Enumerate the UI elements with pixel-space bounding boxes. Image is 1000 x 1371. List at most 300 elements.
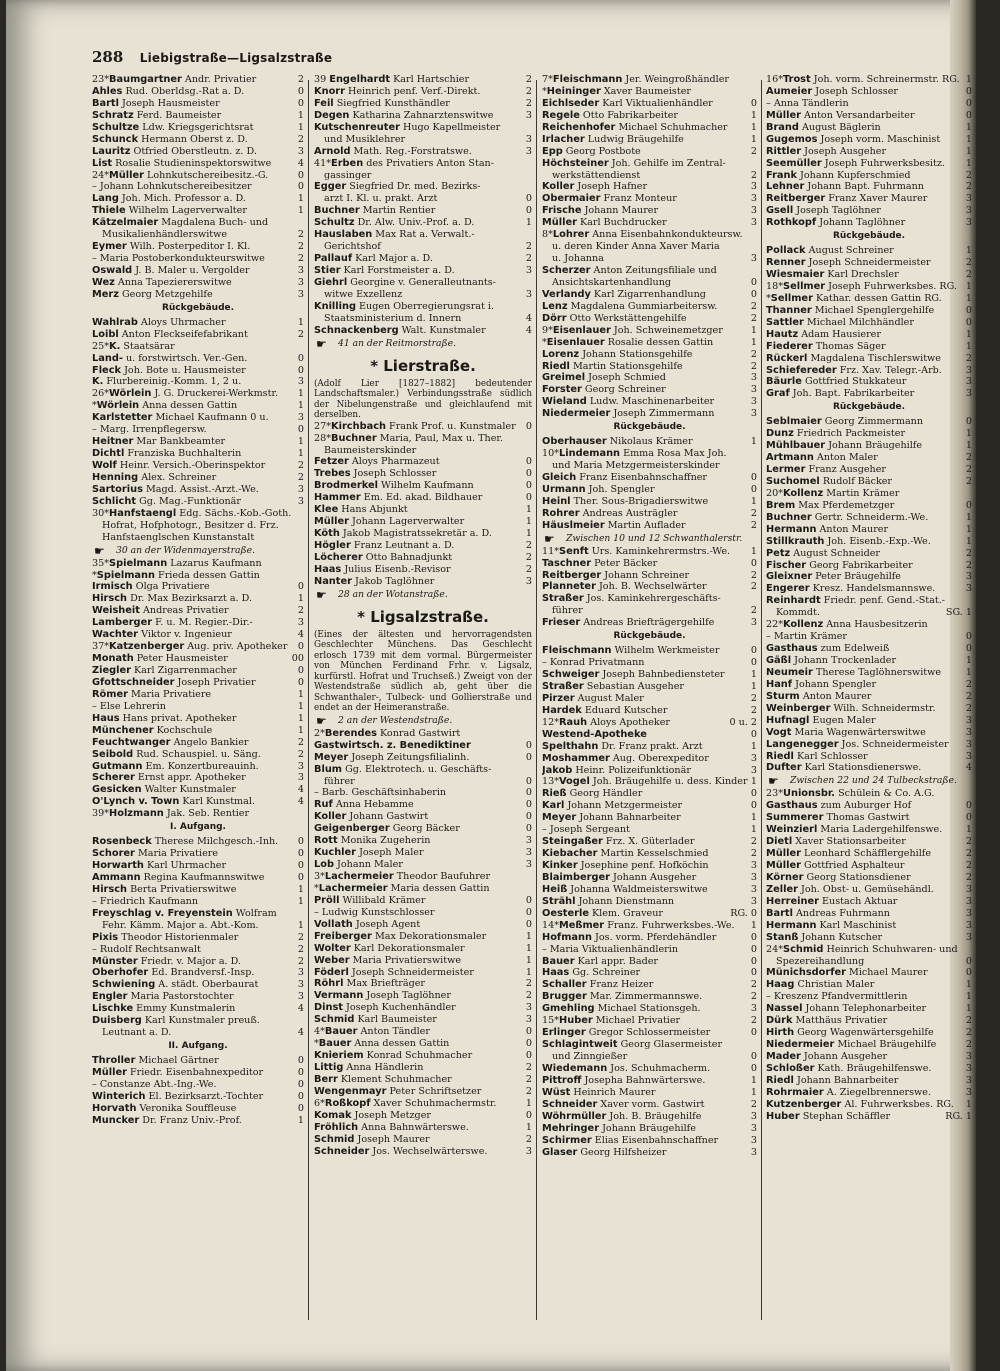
entry-text: Straßer Jos. Kaminkehrergeschäfts- [542,593,721,605]
floor-number: 4 [525,312,532,324]
directory-entry [314,907,532,919]
entry-text: Müller Leonhard Schäfflergehilfe [766,848,932,860]
entry-text: Strähl Johann Dienstmann [542,895,675,907]
entry-text: *Eisenlauer Rosalie dessen Gattin [542,336,714,348]
floor-number: 1 [750,812,757,824]
floor-number: 3 [750,883,757,895]
floor-number: 1 [965,824,972,836]
floor-number: 3 [750,408,757,420]
directory-entry [766,440,972,452]
directory-entry [542,396,757,408]
entry-text: Heinl Ther. Sous-Brigadierswitwe [542,495,709,507]
entry-text: Gasthaus zum Auburger Hof [766,800,912,812]
entry-text: Oswald J. B. Maler u. Vergolder [92,265,250,276]
entry-text: Wez Anna Tapeziererswitwe [92,276,232,288]
floor-number: 2 [965,860,972,872]
floor-number: 2 [297,471,304,483]
entry-text: und Musiklehrer [324,133,406,145]
entry-text: Meyer Johann Bahnarbeiter [542,812,681,824]
directory-entry [314,799,532,811]
entry-text: Riedl Karl Schlosser [766,750,868,762]
entry-text: 26*Wörlein J. G. Druckerei-Werkmstr. [92,388,279,400]
directory-entry [542,110,757,122]
floor-number: 3 [965,726,972,738]
entry-text: Obermaier Franz Monteur [542,193,677,205]
floor-number: 0 [965,499,972,511]
entry-text: Dichtl Franziska Buchhalterin [92,448,242,460]
floor-number: 0 [297,836,304,848]
floor-number: 2 [297,229,304,241]
floor-number: 0 [965,97,972,109]
entry-text: 7*Fleischmann Jer. Weingroßhändler [542,74,730,85]
entry-text: Rosenbeck Therese Milchgesch.-Inh. [92,836,279,848]
entry-text: Brem Max Pferdemetzger [766,499,895,511]
floor-number: 3 [297,288,304,300]
floor-number: 0 [750,276,757,288]
entry-text: Mader Johann Ausgeher [766,1051,888,1063]
entry-text: führer [324,775,355,787]
directory-entry [542,1135,757,1147]
floor-number: 2 [965,678,972,690]
entry-text: Sattler Michael Milchhändler [766,316,914,328]
floor-number: 3 [525,859,532,871]
floor-number: 2 [525,1062,532,1073]
entry-text: Seblmaier Georg Zimmermann [766,416,924,428]
directory-entry [92,170,304,182]
floor-number: 1 [965,666,972,678]
directory-entry [92,896,304,908]
entry-text: Gfottschneider Joseph Privatier [92,676,256,688]
floor-number: 0 [525,1038,532,1050]
directory-entry [314,943,532,955]
entry-text: 39*Holzmann Jak. Seb. Rentier [92,808,250,820]
directory-entry [766,991,972,1003]
directory-entry [766,920,972,932]
directory-entry [314,433,532,445]
floor-number: 1 [297,205,304,217]
directory-entry [314,895,532,907]
directory-entry [766,1111,972,1123]
floor-number: 3 [965,376,972,388]
entry-text: 4*Bauer Anton Tändler [314,1026,430,1038]
floor-number: 0 [525,1109,532,1121]
entry-text: 10*Lindemann Emma Rosa Max Joh. [542,448,727,460]
floor-number: 2 [965,452,972,464]
directory-entry [766,751,972,763]
floor-number: 2 [750,692,757,704]
directory-entry [92,872,304,884]
entry-text: Fetzer Aloys Pharmazeut [314,456,440,468]
floor-number: 1 [750,495,757,507]
directory-entry [542,181,757,193]
directory-entry [92,701,304,713]
floor-number: 3 [750,396,757,408]
entry-text: – Johann Lohnkutschereibesitzer [92,181,252,193]
directory-entry [92,617,304,629]
directory-entry [92,1103,304,1115]
entry-text: Rohrmaier A. Ziegelbrennerswe. [766,1086,931,1098]
entry-text: Hardek Eduard Kutscher [542,704,668,716]
floor-number: 3 [965,895,972,907]
directory-entry [314,217,532,229]
entry-text: Jakob Heinr. Polizeifunktionär [542,764,691,776]
floor-number: 1 [525,504,532,516]
entry-text: Buchner Gertr. Schneiderm.-We. [766,511,929,523]
entry-text: Feil Siegfried Kunsthändler [314,97,450,109]
entry-text: Mühlbauer Johann Bräugehilfe [766,440,923,452]
directory-entry [92,448,304,460]
entry-text: Giehrl Georgine v. Generalleutnants- [314,276,496,288]
directory-entry [92,146,304,158]
entry-text: 9*Eisenlauer Joh. Schweinemetzger [542,324,723,336]
floor-number: 1 [965,979,972,991]
entry-text: Haas Gg. Schreiner [542,967,641,979]
directory-entry [314,1122,532,1134]
entry-text: Rothkopf Johann Taglöhner [766,217,906,229]
directory-entry [766,655,972,667]
directory-entry [542,472,757,484]
entry-text: *Bauer Anna dessen Gattin [314,1038,450,1050]
entry-text: Oberhauser Nikolaus Krämer [542,436,693,448]
directory-entry [92,784,304,796]
directory-entry [314,241,532,253]
floor-number: 3 [965,217,972,229]
floor-number: 0 [297,1102,304,1114]
directory-entry [766,836,972,848]
directory-entry [542,361,757,373]
floor-number: 0 [750,788,757,800]
floor-number: 3 [750,1134,757,1146]
floor-number: 2 [965,269,972,281]
entry-text: Reitberger Franz Xaver Maurer [766,193,928,205]
directory-entry [314,576,532,588]
entry-text: Sturm Anton Maurer [766,690,872,702]
directory-entry [542,896,757,908]
floor-number: 1 [525,942,532,954]
entry-text: Herreiner Eustach Aktuar [766,895,898,907]
floor-number: 1 [297,448,304,460]
directory-entry [766,619,972,631]
entry-text: Spelthahn Dr. Franz prakt. Arzt [542,740,703,752]
floor-number: 3 [750,1122,757,1134]
entry-text: Fischer Georg Fabrikarbeiter [766,559,913,571]
directory-entry [766,245,972,257]
directory-entry [542,956,757,968]
entry-text: Kätzelmaier Magdalena Buch- und [92,217,269,229]
directory-entry [92,570,304,582]
directory-entry [766,607,972,619]
entry-text: 30*Hanfstaengl Edg. Sächs.-Kob.-Goth. [92,507,292,519]
entry-text: Müller Karl Buchdrucker [542,217,667,229]
entry-text: u. Johanna [552,253,604,265]
floor-number: 0 [965,631,972,643]
entry-text: Glaser Georg Hilfsheizer [542,1146,667,1158]
directory-entry [766,341,972,353]
entry-text: Kuchler Joseph Maler [314,847,424,859]
directory-entry [766,896,972,908]
directory-entry [314,301,532,313]
directory-entry [92,629,304,641]
floor-number: 0 [525,205,532,217]
directory-entry [766,631,972,643]
entry-text: Berr Klement Schuhmacher [314,1073,452,1085]
entry-text: K. Flurbereinig.-Komm. 1, 2 u. [92,376,242,388]
directory-entry [542,1111,757,1123]
floor-number: 2 [965,181,972,193]
floor-number: 2 [750,1098,757,1110]
entry-text: Hirth Georg Wagenwärtersgehilfe [766,1027,934,1039]
entry-text: Heiß Johanna Waldmeisterswitwe [542,883,708,895]
entry-text: Stanß Johann Kutscher [766,931,883,943]
floor-number: 1 [297,400,304,412]
directory-entry [542,693,757,705]
floor-number: RG. 0 [730,907,757,919]
directory-entry [766,571,972,583]
directory-entry [92,277,304,289]
directory-entry [542,98,757,110]
directory-entry [314,181,532,193]
directory-entry [92,932,304,944]
entry-text: Dunz Friedrich Packmeister [766,428,906,440]
directory-entry [314,871,532,883]
entry-text: Hautz Adam Hausierer [766,328,881,340]
page-number: 288 [92,48,124,66]
entry-text: Föderl Joseph Schneidermeister [314,966,474,978]
directory-entry [542,932,757,944]
entry-text: Rieß Georg Händler [542,788,643,800]
directory-entry [542,301,757,313]
entry-text: Högler Franz Leutnant a. D. [314,540,455,551]
directory-entry [92,1055,304,1067]
entry-text: Feuchtwanger Angelo Bankier [92,736,249,748]
floor-number: 1 [525,930,532,942]
entry-text: Pallauf Karl Major a. D. [314,253,433,265]
entry-text: Renner Joseph Schneidermeister [766,257,931,269]
floor-number: 0 [965,316,972,328]
directory-entry [314,110,532,122]
floor-number: 0 [525,906,532,918]
floor-number: RG. 1 [945,1110,972,1122]
entry-text: Freyschlag v. Freyenstein Wolfram [92,907,277,919]
floor-number: 3 [965,714,972,726]
floor-number: 3 [965,571,972,583]
directory-entry [92,253,304,265]
directory-entry [766,908,972,920]
floor-number: 1 [297,724,304,736]
floor-number: 1 [750,680,757,692]
directory-entry [314,752,532,764]
directory-entry [92,400,304,412]
directory-entry [92,472,304,484]
entry-text: Kutschenreuter Hugo Kapellmeister [314,121,501,133]
entry-text: Müller Gottfried Asphalteur [766,860,905,872]
entry-text: 23*Unionsbr. Schülein & Co. A.G. [766,788,935,800]
entry-text: Lob Johann Maler [314,859,403,871]
entry-text: Brodmerkel Wilhelm Kaufmann [314,480,474,492]
floor-number: 3 [965,1074,972,1086]
floor-number: 2 [750,1015,757,1027]
floor-number: 1 [750,324,757,336]
entry-text: Rohrer Andreas Austrägler [542,507,678,519]
floor-number: 3 [750,895,757,907]
floor-number: 1 [750,1086,757,1098]
directory-entry [314,158,532,170]
directory-entry [542,158,757,170]
entry-text: Gleixner Peter Bräugehilfe [766,571,901,583]
floor-number: 2 [297,253,304,265]
directory-entry [92,1003,304,1015]
entry-text: Schultz Dr. Alw. Univ.-Prof. a. D. [314,217,475,229]
directory-entry [766,158,972,170]
entry-text: 24*Schmid Heinrich Schuhwaren- und [766,943,958,955]
floor-number: 1 [297,688,304,700]
entry-text: Hauslaben Max Rat a. Verwalt.- [314,229,475,241]
directory-entry [314,811,532,823]
floor-number: 0 [525,1050,532,1062]
entry-text: Koller Joseph Hafner [542,181,648,193]
directory-entry [766,257,972,269]
directory-entry [542,1099,757,1111]
directory-page [6,0,976,1371]
entry-text: Aumeier Joseph Schlosser [766,85,898,97]
entry-text: führer [552,605,583,617]
floor-number: 3 [750,1003,757,1015]
directory-entry [542,1147,757,1159]
entry-text: Riedl Johann Bahnarbeiter [766,1074,899,1086]
entry-text: Hanf Johann Spengler [766,678,877,690]
entry-text: Dinst Joseph Kuchenhändler [314,1002,456,1014]
directory-entry [92,496,304,508]
entry-text: 16*Trost Joh. vorm. Schreinermstr. RG. [766,74,960,85]
entry-text: Schiefereder Frz. Xav. Telegr.-Arb. [766,364,942,376]
floor-number: 2 [965,702,972,714]
floor-number: 0 [750,967,757,979]
floor-number: 2 [525,551,532,563]
entry-text: Gerichtshof [324,241,381,253]
floor-number: 0 [297,871,304,883]
floor-number: 3 [750,372,757,384]
entry-text: Körner Georg Stationsdiener [766,871,911,883]
entry-text: Rott Monika Zugeherin [314,835,431,847]
entry-text: Epp Georg Postbote [542,145,641,157]
entry-text: Schneider Jos. Wechselwärterswe. [314,1145,488,1157]
floor-number: 1 [965,440,972,452]
floor-number: 0 [525,456,532,468]
directory-entry [314,74,532,86]
directory-entry [314,552,532,564]
cross-street-note: ☛ 30 an der Widenmayerstraße. [92,544,304,558]
floor-number: 1 [297,1114,304,1126]
entry-text: Kutzenberger Al. Fuhrwerksbes. RG. [766,1098,954,1110]
entry-text: *Wörlein Anna dessen Gattin [92,400,238,412]
floor-number: 3 [750,253,757,265]
column-4 [766,74,972,1314]
directory-entry [542,277,757,289]
section-heading: Rückgebäude. [832,402,906,413]
directory-entry [542,967,757,979]
floor-number: 0 [750,557,757,569]
floor-number: 1 [750,545,757,557]
floor-number: 3 [965,1051,972,1063]
directory-entry [92,74,304,86]
entry-text: Schultze Ldw. Kriegsgerichtsrat [92,121,254,133]
entry-text: Vollath Joseph Agent [314,918,421,930]
directory-entry [92,725,304,737]
directory-entry [314,1086,532,1098]
directory-entry [92,808,304,820]
directory-entry [542,1039,757,1051]
directory-entry [92,991,304,1003]
floor-number: 3 [525,575,532,587]
floor-number: 2 [750,848,757,860]
entry-text: Pollack August Schreiner [766,245,894,257]
floor-number: 3 [297,979,304,991]
entry-text: 35*Spielmann Lazarus Kaufmann [92,557,262,569]
entry-text: Langenegger Jos. Schneidermeister [766,738,949,750]
directory-entry [314,978,532,990]
floor-number: 0 [297,1066,304,1078]
directory-entry [92,1067,304,1079]
directory-entry [92,1015,304,1027]
floor-number: 3 [297,376,304,388]
floor-number: 3 [297,145,304,157]
entry-text: 6*Roßkopf Xaver Schuhmachermstr. [314,1097,497,1109]
floor-number: 2 [965,1027,972,1039]
entry-text: Irlacher Ludwig Bräugehilfe [542,133,684,145]
floor-number: 2 [750,348,757,360]
entry-text: – Barb. Geschäftsinhaberin [314,787,447,799]
directory-entry [766,452,972,464]
entry-text: Reinhardt Friedr. penf. Gend.-Stat.- [766,595,946,607]
directory-entry [314,468,532,480]
floor-number: 0 [750,645,757,657]
entry-text: Pröll Willibald Krämer [314,894,426,906]
directory-entry [542,581,757,593]
entry-text: Moshammer Aug. Oberexpeditor [542,752,709,764]
entry-text: Seibold Rud. Schauspiel. u. Säng. [92,748,261,760]
entry-text: Regele Otto Fabrikarbeiter [542,109,678,121]
floor-number: 0 [297,665,304,677]
directory-entry [542,788,757,800]
floor-number: 0 [525,492,532,504]
directory-entry [542,812,757,824]
directory-entry [766,524,972,536]
directory-entry [314,265,532,277]
directory-entry [542,217,757,229]
floor-number: 1 [297,193,304,205]
entry-text: Gäßl Johann Trockenlader [766,655,897,667]
section-heading: II. Aufgang. [168,1041,228,1052]
floor-number: 2 [525,990,532,1002]
floor-number: 1 [965,655,972,667]
directory-entry [542,1015,757,1027]
directory-entry [314,253,532,265]
entry-text: – Marg. Irrenpflegersw. [92,424,207,436]
cross-street-note: ☛ 41 an der Reitmorstraße. [314,337,532,351]
entry-text: Münster Friedr. v. Major a. D. [92,955,242,967]
directory-entry [542,729,757,741]
floor-number: 0 [750,471,757,483]
entry-text: Römer Maria Privatiere [92,688,212,700]
floor-number: 1 [297,316,304,328]
floor-number: 2 [297,955,304,967]
directory-entry [766,1003,972,1015]
directory-entry [542,860,757,872]
directory-entry [766,464,972,476]
directory-entry [766,500,972,512]
entry-text: 41*Erben des Privatiers Anton Stan- [314,157,494,169]
entry-text: Wachter Viktor v. Ingenieur [92,629,232,641]
